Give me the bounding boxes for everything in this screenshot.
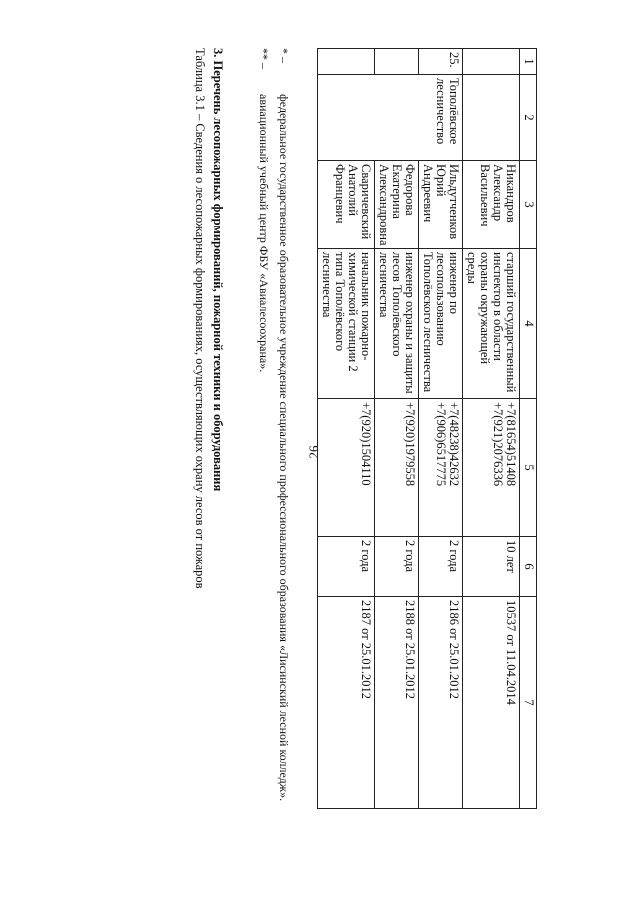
col-number: 1 [520,49,537,75]
table-row [419,49,463,809]
footnote [257,48,270,808]
table-row [463,49,520,809]
table-row [318,49,375,809]
experience-cell: 10 лет [463,537,520,597]
rotated-content [67,48,537,808]
document-cell: 2188 от 25.01.2012 [375,597,419,809]
name-cell: Сваричевский Анатолий Францевич [318,161,375,249]
footnote-mark: * – [277,48,291,63]
footnote-text: авиационный учебный центр ФБУ «Авиалесоохрана». [257,94,271,373]
position-cell: начальник пожарно-химической станции 2 типа Тополёвского лесничества [318,249,375,399]
name-cell: Ильдутченков Юрий Андреевич [419,161,463,249]
row-number [463,49,520,75]
rotated-table2 [0,48,134,808]
phones-cell: +7(81654)51408 +7(921)2076336 [463,399,520,537]
table-row [375,49,419,809]
col-number: 6 [520,537,537,597]
footnote-text: федеральное государственное образовательное учреждение специального профессионального образования «Лисинский лесной колледж». [277,94,291,802]
row-number: 25. [419,49,463,75]
table-header-row [520,49,537,809]
name-cell: Никандров Александр Васильевич [463,161,520,249]
col-number: 3 [520,161,537,249]
page-number: 26 [306,445,321,459]
experience-cell: 2 года [318,537,375,597]
col-number: 7 [520,597,537,809]
position-cell: инженер по лесопользованию Тополёвского лесничества [419,249,463,399]
phones-cell: +7(920)1979558 [375,399,419,537]
document-cell: 2186 от 25.01.2012 [419,597,463,809]
section-heading: 3. Перечень лесопожарных формирований, пожарной техники и оборудования [211,48,225,492]
col-number: 4 [520,249,537,399]
row-number [375,49,419,75]
footnote [277,48,290,808]
position-cell: инженер охраны и защиты лесов Тополёвского лесничества [375,249,419,399]
phones-cell: +7(920)1504110 [318,399,375,537]
row-number [318,49,375,75]
forestry-cell: Тополёвское лесничество [318,75,463,161]
footnote-mark: ** – [257,48,271,69]
table-caption: Таблица 3.1 – Сведения о лесопожарных формированиях, осуществляющих охрану лесов от пожаров [193,48,207,589]
footnotes [250,48,290,808]
col-number: 2 [520,75,537,161]
position-cell: старший государственный инспектор в области охраны окружающей среды [463,249,520,399]
phones-cell: +7(48238)42632 +7(906)6517775 [419,399,463,537]
experience-cell: 2 года [375,537,419,597]
forestry-cell [463,75,520,161]
document-cell: 2187 от 25.01.2012 [318,597,375,809]
personnel-table [317,48,537,809]
experience-cell: 2 года [419,537,463,597]
name-cell: Федорова Екатерина Александровна [375,161,419,249]
col-number: 5 [520,399,537,537]
document-cell: 10537 от 11.04.2014 [463,597,520,809]
